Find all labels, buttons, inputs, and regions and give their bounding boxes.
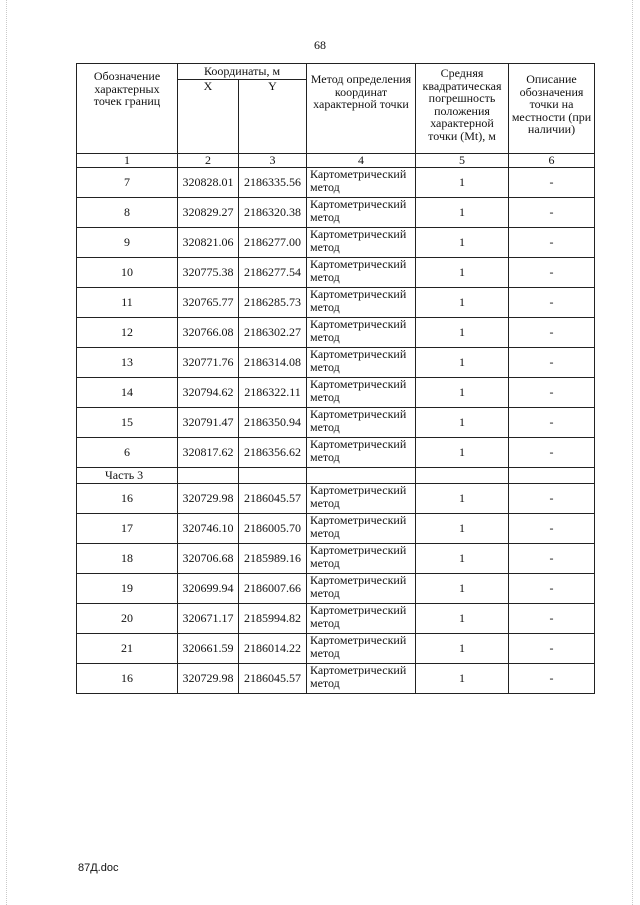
empty-cell bbox=[416, 468, 509, 484]
x-coordinate-cell: 320729.98 bbox=[178, 664, 239, 694]
description-cell: - bbox=[509, 348, 595, 378]
description-cell: - bbox=[509, 514, 595, 544]
table-row bbox=[77, 348, 595, 378]
point-cell: 16 bbox=[77, 484, 178, 514]
description-cell: - bbox=[509, 318, 595, 348]
y-coordinate-cell: 2186335.56 bbox=[239, 168, 307, 198]
table-row bbox=[77, 664, 595, 694]
accuracy-cell: 1 bbox=[416, 168, 509, 198]
method-cell: Картометрический метод bbox=[307, 634, 416, 664]
table-row bbox=[77, 484, 595, 514]
table-row bbox=[77, 288, 595, 318]
accuracy-cell: 1 bbox=[416, 228, 509, 258]
table-row bbox=[77, 634, 595, 664]
y-coordinate-cell: 2186045.57 bbox=[239, 664, 307, 694]
method-cell: Картометрический метод bbox=[307, 408, 416, 438]
description-cell: - bbox=[509, 438, 595, 468]
method-cell: Картометрический метод bbox=[307, 348, 416, 378]
column-number: 1 bbox=[77, 154, 178, 168]
description-cell: - bbox=[509, 288, 595, 318]
x-coordinate-cell: 320765.77 bbox=[178, 288, 239, 318]
accuracy-cell: 1 bbox=[416, 514, 509, 544]
point-cell: 15 bbox=[77, 408, 178, 438]
point-cell: 13 bbox=[77, 348, 178, 378]
method-cell: Картометрический метод bbox=[307, 168, 416, 198]
x-coordinate-cell: 320791.47 bbox=[178, 408, 239, 438]
accuracy-cell: 1 bbox=[416, 604, 509, 634]
header-y: Y bbox=[239, 80, 307, 154]
description-cell: - bbox=[509, 228, 595, 258]
method-cell: Картометрический метод bbox=[307, 514, 416, 544]
empty-cell bbox=[239, 468, 307, 484]
point-cell: 7 bbox=[77, 168, 178, 198]
accuracy-cell: 1 bbox=[416, 318, 509, 348]
column-number: 4 bbox=[307, 154, 416, 168]
header-x: X bbox=[178, 80, 239, 154]
column-number: 3 bbox=[239, 154, 307, 168]
x-coordinate-cell: 320671.17 bbox=[178, 604, 239, 634]
description-cell: - bbox=[509, 168, 595, 198]
x-coordinate-cell: 320661.59 bbox=[178, 634, 239, 664]
column-number: 6 bbox=[509, 154, 595, 168]
x-coordinate-cell: 320828.01 bbox=[178, 168, 239, 198]
point-cell: 17 bbox=[77, 514, 178, 544]
point-cell: 8 bbox=[77, 198, 178, 228]
description-cell: - bbox=[509, 544, 595, 574]
header-method: Метод определения координат характерной точки bbox=[307, 64, 416, 154]
table-row bbox=[77, 438, 595, 468]
scan-edge-left bbox=[6, 0, 8, 905]
table-body-part-a bbox=[77, 168, 595, 468]
description-cell: - bbox=[509, 408, 595, 438]
section-row bbox=[77, 468, 595, 484]
x-coordinate-cell: 320821.06 bbox=[178, 228, 239, 258]
method-cell: Картометрический метод bbox=[307, 484, 416, 514]
description-cell: - bbox=[509, 664, 595, 694]
description-cell: - bbox=[509, 634, 595, 664]
method-cell: Картометрический метод bbox=[307, 228, 416, 258]
accuracy-cell: 1 bbox=[416, 408, 509, 438]
x-coordinate-cell: 320794.62 bbox=[178, 378, 239, 408]
description-cell: - bbox=[509, 198, 595, 228]
table-row bbox=[77, 198, 595, 228]
method-cell: Картометрический метод bbox=[307, 378, 416, 408]
point-cell: 16 bbox=[77, 664, 178, 694]
table-row bbox=[77, 514, 595, 544]
y-coordinate-cell: 2186356.62 bbox=[239, 438, 307, 468]
column-number: 2 bbox=[178, 154, 239, 168]
method-cell: Картометрический метод bbox=[307, 198, 416, 228]
point-cell: 21 bbox=[77, 634, 178, 664]
column-number-row bbox=[77, 154, 595, 168]
accuracy-cell: 1 bbox=[416, 288, 509, 318]
method-cell: Картометрический метод bbox=[307, 318, 416, 348]
method-cell: Картометрический метод bbox=[307, 288, 416, 318]
header-description: Описание обозначения точки на местности (при наличии) bbox=[509, 64, 595, 154]
coordinates-table bbox=[76, 63, 595, 694]
accuracy-cell: 1 bbox=[416, 664, 509, 694]
description-cell: - bbox=[509, 378, 595, 408]
x-coordinate-cell: 320775.38 bbox=[178, 258, 239, 288]
method-cell: Картометрический метод bbox=[307, 604, 416, 634]
table-row bbox=[77, 258, 595, 288]
x-coordinate-cell: 320699.94 bbox=[178, 574, 239, 604]
accuracy-cell: 1 bbox=[416, 198, 509, 228]
y-coordinate-cell: 2186005.70 bbox=[239, 514, 307, 544]
x-coordinate-cell: 320706.68 bbox=[178, 544, 239, 574]
section-header bbox=[77, 468, 595, 484]
y-coordinate-cell: 2185989.16 bbox=[239, 544, 307, 574]
accuracy-cell: 1 bbox=[416, 634, 509, 664]
accuracy-cell: 1 bbox=[416, 348, 509, 378]
x-coordinate-cell: 320729.98 bbox=[178, 484, 239, 514]
empty-cell bbox=[178, 468, 239, 484]
point-cell: 14 bbox=[77, 378, 178, 408]
y-coordinate-cell: 2186045.57 bbox=[239, 484, 307, 514]
accuracy-cell: 1 bbox=[416, 378, 509, 408]
method-cell: Картометрический метод bbox=[307, 664, 416, 694]
empty-cell bbox=[509, 468, 595, 484]
y-coordinate-cell: 2186320.38 bbox=[239, 198, 307, 228]
method-cell: Картометрический метод bbox=[307, 574, 416, 604]
method-cell: Картометрический метод bbox=[307, 438, 416, 468]
point-cell: 11 bbox=[77, 288, 178, 318]
y-coordinate-cell: 2186350.94 bbox=[239, 408, 307, 438]
y-coordinate-cell: 2186277.54 bbox=[239, 258, 307, 288]
point-cell: 18 bbox=[77, 544, 178, 574]
accuracy-cell: 1 bbox=[416, 438, 509, 468]
table-row bbox=[77, 574, 595, 604]
header-point-designation: Обозначение характерных точек границ bbox=[77, 64, 178, 154]
accuracy-cell: 1 bbox=[416, 574, 509, 604]
table-row bbox=[77, 604, 595, 634]
table-row bbox=[77, 378, 595, 408]
y-coordinate-cell: 2186322.11 bbox=[239, 378, 307, 408]
header-row-top bbox=[77, 64, 595, 80]
footer-filename: 87Д.doc bbox=[78, 862, 119, 874]
description-cell: - bbox=[509, 484, 595, 514]
table-body-part-b bbox=[77, 484, 595, 694]
y-coordinate-cell: 2186285.73 bbox=[239, 288, 307, 318]
header-accuracy: Средняя квадратическая погрешность положения характерной точки (Mt), м bbox=[416, 64, 509, 154]
x-coordinate-cell: 320766.08 bbox=[178, 318, 239, 348]
scan-edge-right bbox=[632, 0, 634, 905]
table-row bbox=[77, 168, 595, 198]
page-number: 68 bbox=[314, 38, 326, 52]
description-cell: - bbox=[509, 604, 595, 634]
header-coordinates-group: Координаты, м bbox=[178, 64, 307, 80]
x-coordinate-cell: 320771.76 bbox=[178, 348, 239, 378]
point-cell: 6 bbox=[77, 438, 178, 468]
empty-cell bbox=[307, 468, 416, 484]
point-cell: 19 bbox=[77, 574, 178, 604]
y-coordinate-cell: 2186302.27 bbox=[239, 318, 307, 348]
x-coordinate-cell: 320746.10 bbox=[178, 514, 239, 544]
point-cell: 10 bbox=[77, 258, 178, 288]
y-coordinate-cell: 2186014.22 bbox=[239, 634, 307, 664]
accuracy-cell: 1 bbox=[416, 484, 509, 514]
point-cell: 20 bbox=[77, 604, 178, 634]
point-cell: 12 bbox=[77, 318, 178, 348]
column-number: 5 bbox=[416, 154, 509, 168]
y-coordinate-cell: 2186007.66 bbox=[239, 574, 307, 604]
description-cell: - bbox=[509, 258, 595, 288]
description-cell: - bbox=[509, 574, 595, 604]
x-coordinate-cell: 320817.62 bbox=[178, 438, 239, 468]
x-coordinate-cell: 320829.27 bbox=[178, 198, 239, 228]
y-coordinate-cell: 2185994.82 bbox=[239, 604, 307, 634]
accuracy-cell: 1 bbox=[416, 544, 509, 574]
table-row bbox=[77, 228, 595, 258]
method-cell: Картометрический метод bbox=[307, 258, 416, 288]
table-row bbox=[77, 544, 595, 574]
point-cell: 9 bbox=[77, 228, 178, 258]
section-label: Часть 3 bbox=[77, 468, 178, 484]
method-cell: Картометрический метод bbox=[307, 544, 416, 574]
accuracy-cell: 1 bbox=[416, 258, 509, 288]
table-row bbox=[77, 318, 595, 348]
y-coordinate-cell: 2186314.08 bbox=[239, 348, 307, 378]
table-row bbox=[77, 408, 595, 438]
y-coordinate-cell: 2186277.00 bbox=[239, 228, 307, 258]
